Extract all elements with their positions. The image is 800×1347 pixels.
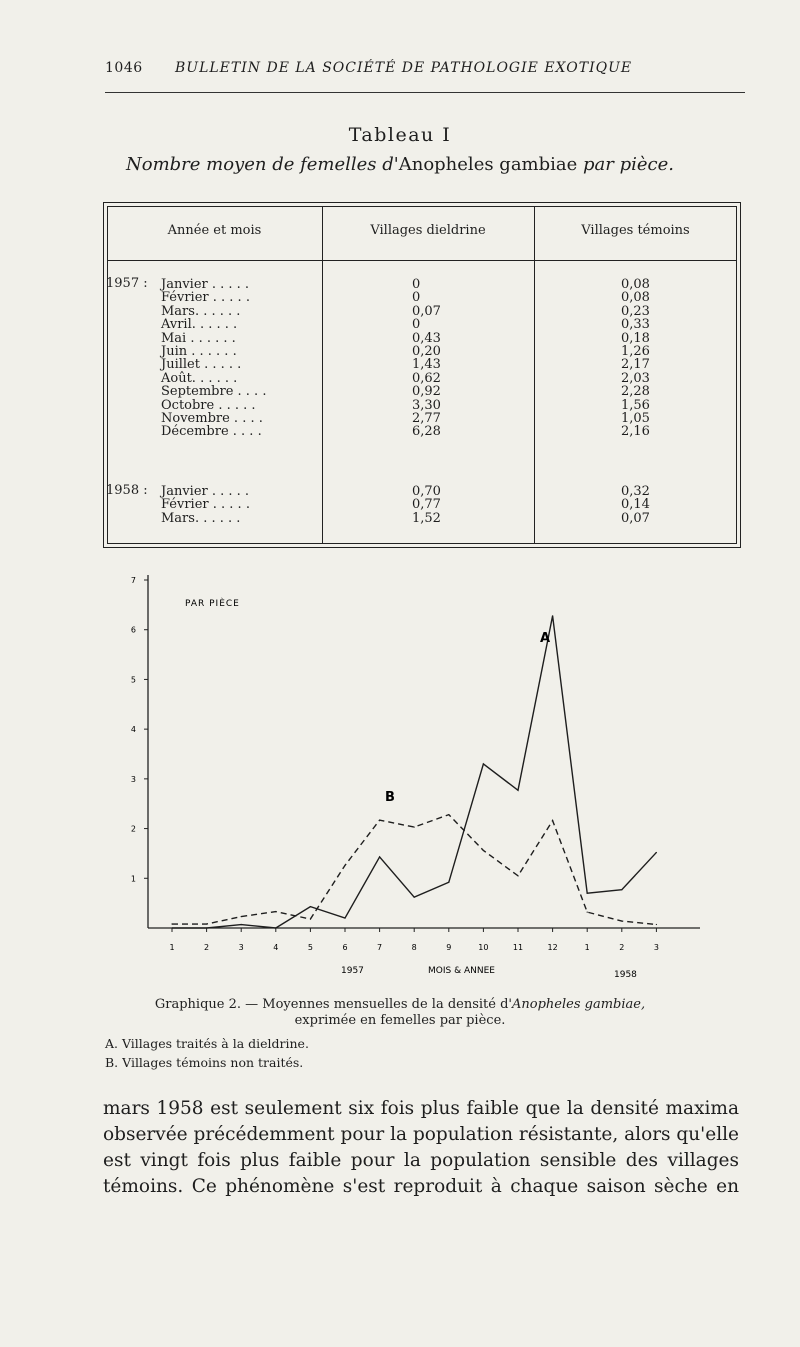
chart-y-tick-label: 5 [130, 675, 136, 685]
chart-series-label-b: B [385, 790, 395, 805]
table-header-temoins: Villages témoins [581, 223, 690, 238]
table-cell-temoins: 0,23 [621, 303, 650, 319]
table-cell-dieldrine: 1,52 [412, 510, 441, 526]
chart-x-tick-label: 7 [377, 943, 383, 952]
chart-point-a [241, 924, 242, 925]
table-cell-dieldrine: 0 [412, 290, 421, 306]
chart-point-b [171, 923, 172, 924]
table-cell-dieldrine: 0,20 [412, 344, 441, 359]
chart-x-ticks [169, 928, 658, 952]
caption-line2: exprimée en femelles par pièce. [294, 1013, 506, 1028]
table-cell-month: Mars. . . . . . [161, 303, 241, 319]
table-cell-month: Janvier . . . . . [161, 484, 250, 499]
figure-caption [0, 997, 800, 1029]
chart-point-b [621, 920, 622, 921]
table-cell-month: Février . . . . . [161, 497, 250, 513]
chart-y-tick-label: 7 [130, 576, 136, 585]
table-cell-dieldrine: 0,43 [412, 330, 441, 346]
caption-species: Anopheles gambiae, [512, 997, 646, 1012]
table-cell-month: Novembre . . . . [161, 411, 263, 426]
chart-point-a [621, 889, 622, 890]
table-cell-temoins: 1,56 [621, 397, 650, 413]
table-cell-temoins: 0,08 [621, 290, 650, 306]
table-cell-dieldrine: 0,70 [412, 484, 441, 499]
chart-x-tick-label: 10 [478, 943, 489, 952]
table-cell-temoins: 2,03 [621, 370, 650, 386]
chart-point-a [656, 852, 657, 853]
journal-title: BULLETIN DE LA SOCIÉTÉ DE PATHOLOGIE EXOTIQUE [175, 60, 633, 76]
chart-x-tick-label: 1 [584, 943, 590, 952]
chart-x-tick-label: 11 [512, 943, 524, 952]
table-year-1957: 1957 : [106, 276, 148, 291]
chart-point-a [587, 893, 588, 894]
chart-point-a [414, 897, 415, 898]
table-cell-month: Mars. . . . . . [161, 510, 241, 526]
table-cell-month: Juillet . . . . . [161, 357, 242, 373]
chart-point-a [483, 763, 484, 764]
chart-point-b [552, 820, 553, 821]
table-cell-dieldrine: 1,43 [412, 357, 441, 373]
chart-y-tick-label: 2 [130, 824, 136, 834]
table-cell-temoins: 1,26 [621, 344, 650, 359]
body-line: observée précédemment pour la population résistante, alors qu'elle [103, 1124, 740, 1145]
table-cell-temoins: 0,33 [621, 317, 650, 333]
chart-point-a [171, 927, 172, 928]
table-cell-temoins: 0,07 [621, 510, 650, 526]
chart-point-b [310, 918, 311, 919]
body-line: mars 1958 est seulement six fois plus faible que la densité maxima [103, 1098, 739, 1119]
table-cell-temoins: 0,14 [621, 497, 650, 513]
chart-x-year-1958: 1958 [614, 970, 637, 980]
table-cell-temoins: 0,32 [621, 484, 650, 499]
table-subtitle-species: Anopheles gambiae [398, 154, 578, 175]
caption-line1a: Graphique 2. — Moyennes mensuelles de la densité d' [154, 997, 512, 1012]
chart-y-ticks [131, 576, 148, 883]
chart-x-tick-label: 12 [547, 943, 558, 952]
chart-point-a [517, 790, 518, 791]
legend-a: A. Villages traités à la dieldrine. [105, 1036, 309, 1051]
chart-y-tick-label: 1 [130, 874, 136, 884]
chart-y-tick-label: 4 [130, 725, 136, 735]
chart-point-a [310, 906, 311, 907]
table-cell-dieldrine: 0,92 [412, 384, 441, 400]
chart-x-tick-label: 3 [653, 943, 659, 952]
table-cell-month: Août. . . . . . [161, 370, 238, 386]
chart-series [171, 615, 657, 928]
chart-x-year-1957: 1957 [341, 966, 364, 976]
table-year-1958: 1958 : [106, 483, 148, 498]
chart-y-tick-label: 3 [130, 774, 136, 784]
table-header-period: Année et mois [167, 223, 262, 238]
chart-axes [148, 575, 700, 928]
chart-point-a [344, 917, 345, 918]
table-cell-month: Septembre . . . . [161, 384, 267, 400]
chart-x-tick-label: 2 [204, 943, 210, 952]
table-cell-dieldrine: 0 [412, 277, 421, 292]
chart-point-b [517, 875, 518, 876]
chart-point-a [206, 927, 207, 928]
table-subtitle-part1: Nombre moyen de femelles d' [126, 154, 399, 175]
table-cell-month: Janvier . . . . . [161, 277, 250, 292]
chart-point-a [552, 615, 553, 616]
chart-point-a [379, 856, 380, 857]
table-cell-dieldrine: 3,30 [412, 397, 441, 413]
table-cell-temoins: 0,08 [621, 277, 650, 292]
chart-point-b [241, 916, 242, 917]
table-cell-dieldrine: 2,77 [412, 411, 441, 426]
page-number: 1046 [105, 60, 143, 76]
chart-x-tick-label: 1 [169, 943, 175, 952]
table-cell-month: Juin . . . . . . [161, 344, 237, 359]
chart-x-tick-label: 5 [307, 943, 313, 952]
body-line: est vingt fois plus faible pour la population sensible des villages [103, 1150, 739, 1171]
chart-point-b [448, 814, 449, 815]
table-subtitle-part3: par pièce. [583, 154, 674, 175]
chart-x-axis-label: MOIS & ANNEE [428, 966, 495, 976]
table-cell-month: Décembre . . . . [161, 424, 262, 440]
chart-point-b [414, 826, 415, 827]
chart-x-tick-label: 3 [238, 943, 244, 952]
chart-point-b [379, 820, 380, 821]
table-cell-dieldrine: 6,28 [412, 424, 441, 440]
chart-point-a [448, 882, 449, 883]
table-cell-temoins: 2,16 [621, 424, 650, 440]
table-cell-dieldrine: 0,77 [412, 497, 441, 513]
body-line: témoins. Ce phénomène s'est reproduit à chaque saison sèche en [103, 1176, 739, 1197]
table-cell-month: Mai . . . . . . [161, 330, 236, 346]
chart-x-tick-label: 2 [619, 943, 625, 952]
chart-point-b [206, 923, 207, 924]
table-cell-dieldrine: 0,07 [412, 303, 441, 319]
body-paragraph [103, 1096, 739, 1200]
table-cell-dieldrine: 0 [412, 317, 421, 333]
chart-y-tick-label: 6 [130, 625, 136, 635]
table-title: Tableau I [348, 124, 452, 146]
chart-point-b [344, 865, 345, 866]
table-cell-temoins: 2,17 [621, 357, 650, 373]
table-cell-month: Octobre . . . . . [161, 397, 256, 413]
chart-point-b [587, 911, 588, 912]
legend-b: B. Villages témoins non traités. [105, 1055, 304, 1070]
table-cell-temoins: 2,28 [621, 384, 650, 400]
table-cell-temoins: 0,18 [621, 330, 650, 346]
table-cell-dieldrine: 0,62 [412, 370, 441, 386]
chart-y-label: PAR PIÈCE [185, 599, 240, 609]
chart-x-tick-label: 8 [411, 943, 417, 952]
table-cell-temoins: 1,05 [621, 411, 650, 426]
table-cell-month: Avril. . . . . . [161, 317, 238, 333]
chart-x-tick-label: 9 [446, 943, 452, 952]
chart-x-tick-label: 4 [273, 943, 279, 952]
chart-series-line-a [172, 616, 656, 928]
chart-point-a [275, 927, 276, 928]
chart-point-b [275, 911, 276, 912]
chart-series-label-a: A [540, 631, 551, 646]
chart-point-b [656, 924, 657, 925]
table-cell-month: Février . . . . . [161, 290, 250, 306]
table-header-dieldrine: Villages dieldrine [370, 223, 486, 238]
chart-x-tick-label: 6 [342, 943, 348, 952]
chart-point-b [483, 850, 484, 851]
